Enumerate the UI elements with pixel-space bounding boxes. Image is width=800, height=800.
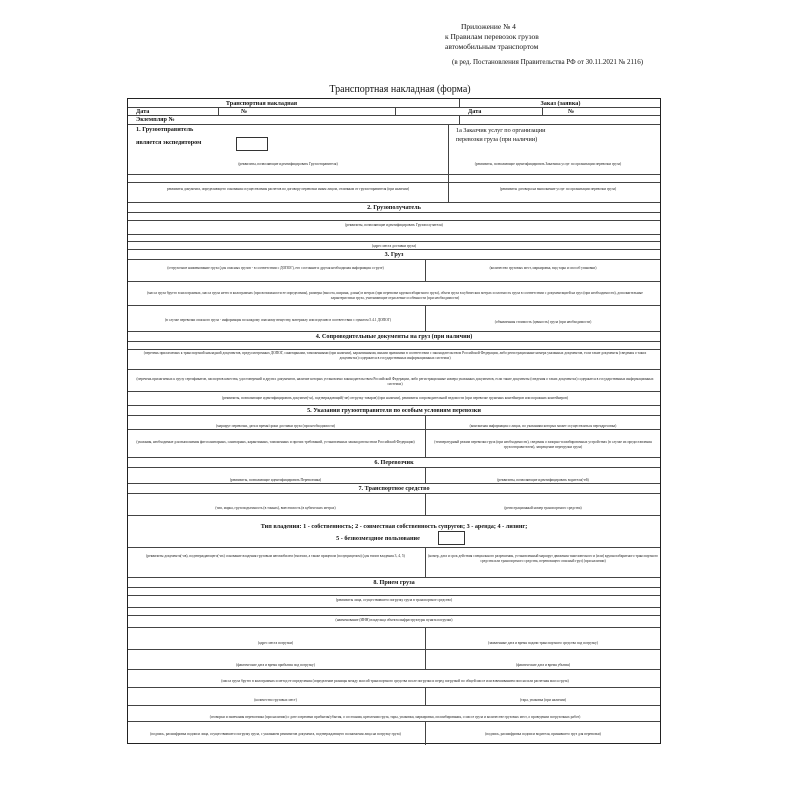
appendix-transport: автомобильным транспортом [445,42,539,51]
sender-caption: (реквизиты, позволяющие идентифицировать Грузоотправителя) [238,162,338,166]
dangerous-cargo-caption: (в случае перевозки опасного груза - информация по каждому опасному веществу, материалу или изделию в соответствии с пунктом 5.4.1 ДОПОГ) [164,318,392,322]
loading-mass-row [128,669,660,687]
copy-row [128,115,660,124]
section-7-title: 7. Транспортное средство [358,485,430,492]
route-row [128,415,660,429]
cargo-mass-row [128,281,660,305]
copy-label: Экземпляр № [136,116,175,123]
section-5-title: 5. Указания грузоотправителя по особым условиям перевозки [307,407,481,414]
cargo-name-caption: (отгрузочное наименование груза (для опасных грузов - в соответствии с ДОПОГ), его состояние и другая необходимая информация о грузе) [167,266,384,270]
section-8-title-row [128,577,660,587]
declared-value-caption: (объявленная стоимость (ценность) груза (при необходимости) [494,320,592,324]
special-permit-caption: (номер, дата и срок действия специального разрешения, установленный маршрут движения тяжеловесного и (или) крупногабаритного транспортного средства или транспортного средства, перевозящего опасный груз) (при наличии) [428,554,658,563]
vehicle-type-caption: (тип, марка, грузоподъемность (в тоннах), вместимость (в кубических метрах) [215,506,336,510]
loading-mass-caption: (масса груза брутто в килограммах и метод ее определения (определение разницы между массой транспортного средства после погрузки и перед погрузкой по общей массе или взвешиванием поосно или расчетная масса груза) [221,679,569,683]
vehicle-docs-row [128,547,660,577]
temperature-caption: (температурный режим перевозки груза (при необходимости), сведения о запорно-пломбировочных устройствах (в случае их предоставления грузоотправителем), запрещение перегрузки груза) [434,440,652,449]
carrier-remarks-caption: (оговорки и замечания перевозчика (при наличии) о дате и времени прибытия/убытия, о состоянии, креплении груза, тары, упаковки, маркировки, опломбирования, о массе груза и количестве грузовых мест, о проведении погрузочных работ) [209,715,581,719]
recipient-caption: (реквизиты, позволяющие идентифицировать Грузополучателя) [345,223,443,227]
loader-signature-caption: (подпись, расшифровка подписи лица, осуществившего погрузку груза, с указанием реквизитов документа, подтверждающего полномочия лица на погрузку груза) [150,732,401,736]
docs-list-caption: (перечень прилагаемых к транспортной накладной документов, предусмотренных ДОПОГ, санитарными, таможенными (при наличии), карантинными, иными правилами в соответствии с законодательством Российской Федерации, либо регистрационные номера указанных документов, если такие документы (сведения о таких документах) содержатся в государственных информационных системах) [143,351,647,360]
address-caption-row [128,241,660,249]
section-2-title-row [128,202,660,212]
packaging-caption: (тара, упаковка (при наличии) [519,698,566,702]
contact-caption: (контактная информация о лицах, по указаниям которых может осуществляться переадресовка) [469,424,617,428]
loader-caption: (реквизиты лица, осуществившего погрузку груза в транспортное средство) [335,598,453,602]
waybill-title: Транспортная накладная [225,100,298,107]
appendix-number: Приложение № 4 [461,22,516,31]
section-1-title: 1. Грузоотправитель [136,126,194,133]
order-title: Заказ (заявка) [540,100,581,107]
section-6-title: 6. Перевозчик [374,459,414,466]
expeditor-label: является экспедитором [136,139,202,146]
top-titles-row [128,99,660,107]
cargo-mass-caption: (масса груза брутто в килограммах, масса груза нетто в килограммах (при возможности ее определения), размеры (высота, ширина, длина) в метрах (при перевозке крупногабаритного груза), объем груза в кубических метрах и плотность груза в соответствии с документацией на груз (при необходимости), дополнительные характеристики груза, учитывающие отраслевые особенности (при необходимости) [147,291,643,300]
section-8-title: 8. Прием груза [373,579,415,586]
section-1 [128,124,660,174]
section-1-docs [128,182,660,202]
driver-signature-caption: (подпись, расшифровка подписи водителя, принявшего груз для перевозки) [485,732,601,736]
order-number-label: № [568,108,575,115]
waybill-form [127,98,661,744]
docs-value[interactable] [128,341,660,349]
date-label: Дата [136,108,150,115]
declared-time-caption: (заявленные дата и время подачи транспортного средства под погрузку) [488,641,598,645]
departure-caption: (фактические дата и время убытия) [515,663,571,667]
loader-value[interactable] [128,587,660,595]
owner-caption-row [128,615,660,627]
date-row [128,107,660,115]
appendix-rules: к Правилам перевозок грузов [445,32,539,41]
vehicle-docs-caption: (реквизиты документа(-ов), подтверждающего(-их) основание владения грузовым автомобилем (тягачом, а также прицепом (полуприцепом) (для типов владения 3, 4, 5) [146,554,405,558]
remarks-row [128,705,660,721]
contract-caption: (реквизиты договора на выполнение услуг по организации перевозки груза) [499,187,617,191]
section-1-blank [128,174,660,182]
owner-value[interactable] [128,607,660,615]
document-header [445,22,645,52]
certs-caption: (перечень прилагаемых к грузу сертификатов, паспортов качества, удостоверений и других документов, наличие которых установлено законодательством Российской Федерации, либо регистрационные номера указанных документов, если такие документы (сведения о таких документах) содержатся в государственных информационных системах) [136,377,654,386]
payer-doc-caption: реквизиты документа, определяющего основания осуществления расчетов по договору перевозки иным лицом, отличным от грузоотправителя (при наличии) [166,187,410,191]
section-2-title: 2. Грузополучатель [367,204,421,211]
recipient-value[interactable] [128,212,660,220]
customer-label-1: 1а Заказчик услуг по организации [456,127,546,134]
page-title: Транспортная накладная (форма) [329,84,471,95]
arrival-caption: (фактические дата и время прибытия под погрузку) [236,663,315,667]
vehicle-row [128,493,660,515]
certs-row [128,369,660,391]
carrier-caption: (реквизиты, позволяющие идентифицировать Перевозчика) [229,478,322,482]
recipient-caption-row [128,220,660,234]
customer-caption: (реквизиты, позволяющие идентифицировать Заказчика услуг по организации перевозки груза) [474,162,622,166]
delivery-address-caption: (адрес места доставки груза) [371,244,417,248]
ownership-type-box[interactable] [438,531,465,545]
address-value[interactable] [128,234,660,241]
shipment-docs-caption: (реквизиты, позволяющие идентифицировать документ(-ы), подтверждающий(-ие) отгрузку товаров) (при наличии), реквизиты сопроводительной ведомости (при перевозке груженых контейнеров или порожних контейнеров) [222,396,568,400]
docs-caption-row [128,349,660,369]
number-label: № [241,108,248,115]
count-row [128,687,660,705]
cargo-row [128,259,660,281]
instructions-caption: (указания, необходимые для выполнения фитосанитарных, санитарных, карантинных, таможенных и прочих требований, установленных законодательством Российской Федерации) [136,440,415,444]
instructions-row [128,429,660,457]
order-date-label: Дата [468,108,482,115]
infrastructure-owner-caption: (наименование (ИНН) владельца объекта инфраструктуры пункта погрузки) [335,618,453,622]
carrier-row [128,467,660,483]
loading-address-row [128,627,660,649]
section-6-title-row [128,457,660,467]
expeditor-checkbox[interactable] [236,137,268,151]
section-5-title-row [128,405,660,415]
customer-label-2: перевозки груза (при наличии) [456,136,538,143]
ownership-row [128,515,660,547]
cargo-dangerous-row [128,305,660,331]
driver-caption: (реквизиты, позволяющие идентифицировать водителя(-ей) [497,478,589,482]
places-count-caption: (количество грузовых мест) [254,698,297,702]
arrival-row [128,649,660,669]
section-4-title: 4. Сопроводительные документы на груз (при наличии) [315,333,473,340]
ownership-types: Тип владения: 1 - собственность; 2 - совместная собственность супругов; 3 - аренда; 4 - лизинг; [260,523,528,530]
cargo-places-caption: (количество грузовых мест, маркировка, вид тары и способ упаковки) [489,266,597,270]
vehicle-reg-caption: (регистрационный номер транспортного средства) [504,506,582,510]
section-3-title-row [128,249,660,259]
section-4-title-row [128,331,660,341]
edition-note: (в ред. Постановления Правительства РФ от 30.11.2021 № 2116) [452,58,644,66]
loading-address-caption: (адрес места погрузки) [257,641,294,645]
route-caption: (маршрут перевозки, дата и время/сроки доставки груза (при необходимости) [216,424,335,428]
loader-caption-row [128,595,660,607]
ownership-type-5: 5 - безвозмездное пользование [336,535,420,542]
signatures-row [128,721,660,745]
shipment-docs-row [128,391,660,405]
section-3-title: 3. Груз [384,251,404,258]
section-7-title-row [128,483,660,493]
